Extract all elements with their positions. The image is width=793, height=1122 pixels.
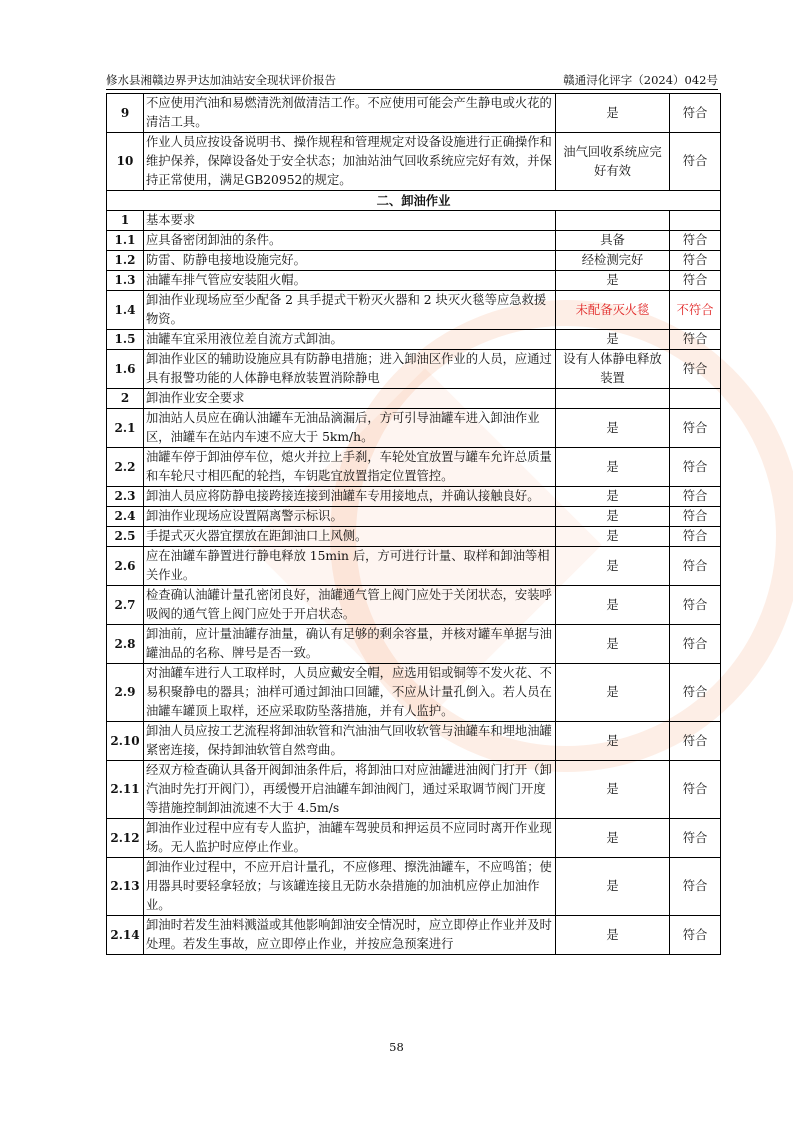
- table-row: [107, 231, 721, 251]
- safety-checklist-table: [106, 93, 721, 955]
- table-row: [107, 251, 721, 271]
- row-number: 1.4: [107, 291, 144, 330]
- row-result: [556, 389, 670, 409]
- row-number: 2.9: [107, 664, 144, 722]
- table-row: [107, 330, 721, 350]
- page-number: 58: [389, 1040, 404, 1054]
- row-verdict: 符合: [670, 133, 721, 191]
- row-result: 是: [556, 487, 670, 507]
- row-result: 是: [556, 409, 670, 448]
- row-verdict: [670, 389, 721, 409]
- row-content: 防雷、防静电接地设施完好。: [144, 251, 556, 271]
- report-title: 修水县湘赣边界尹达加油站安全现状评价报告: [106, 73, 336, 87]
- table-row: [107, 586, 721, 625]
- row-verdict: 符合: [670, 664, 721, 722]
- table-row: [107, 761, 721, 819]
- row-result: 是: [556, 761, 670, 819]
- row-result: 具备: [556, 231, 670, 251]
- row-verdict: 不符合: [670, 291, 721, 330]
- row-verdict: 符合: [670, 819, 721, 858]
- table-row: [107, 271, 721, 291]
- row-verdict: 符合: [670, 527, 721, 547]
- row-result: 经检测完好: [556, 251, 670, 271]
- table-row: [107, 507, 721, 527]
- row-number: 1.5: [107, 330, 144, 350]
- row-number: 2: [107, 389, 144, 409]
- row-verdict: 符合: [670, 350, 721, 389]
- row-content: 作业人员应按设备说明书、操作规程和管理规定对设备设施进行正确操作和维护保养，保障设备处于安全状态；加油站油气回收系统应完好有效，并保持正常使用，满足GB20952的规定。: [144, 133, 556, 191]
- row-content: 加油站人员应在确认油罐车无油品滴漏后，方可引导油罐车进入卸油作业区，油罐车在站内车速不应大于 5km/h。: [144, 409, 556, 448]
- row-verdict: 符合: [670, 94, 721, 133]
- row-result: 是: [556, 664, 670, 722]
- section-title: 二、卸油作业: [107, 191, 721, 211]
- row-result: 是: [556, 547, 670, 586]
- row-result: 是: [556, 507, 670, 527]
- row-number: 2.11: [107, 761, 144, 819]
- table-row: [107, 448, 721, 487]
- row-result: 设有人体静电释放装置: [556, 350, 670, 389]
- table-row: [107, 409, 721, 448]
- row-verdict: 符合: [670, 448, 721, 487]
- row-number: 10: [107, 133, 144, 191]
- row-number: 9: [107, 94, 144, 133]
- section-row: [107, 191, 721, 211]
- row-verdict: 符合: [670, 547, 721, 586]
- row-number: 2.2: [107, 448, 144, 487]
- row-verdict: 符合: [670, 916, 721, 955]
- row-content: 卸油作业过程中，不应开启计量孔，不应修理、擦洗油罐车，不应鸣笛；使用器具时要轻拿轻放；与该罐连接且无防水杂措施的加油机应停止加油作业。: [144, 858, 556, 916]
- row-content: 应在油罐车静置进行静电释放 15min 后，方可进行计量、取样和卸油等相关作业。: [144, 547, 556, 586]
- row-result: 未配备灭火毯: [556, 291, 670, 330]
- table-row: [107, 819, 721, 858]
- row-result: 是: [556, 527, 670, 547]
- row-verdict: 符合: [670, 858, 721, 916]
- row-verdict: 符合: [670, 487, 721, 507]
- row-content: 经双方检查确认具备开阀卸油条件后，将卸油口对应油罐进油阀门打开（卸汽油时先打开阀门），再缓慢开启油罐车卸油阀门，通过采取调节阀门开度等措施控制卸油流速不大于 4.5m/s: [144, 761, 556, 819]
- row-content: 卸油人员应按工艺流程将卸油软管和汽油油气回收软管与油罐车和埋地油罐紧密连接，保持卸油软管自然弯曲。: [144, 722, 556, 761]
- table-row: [107, 722, 721, 761]
- row-content: 卸油作业区的辅助设施应具有防静电措施；进入卸油区作业的人员，应通过具有报警功能的人体静电释放装置消除静电: [144, 350, 556, 389]
- row-verdict: 符合: [670, 271, 721, 291]
- row-content: 应具备密闭卸油的条件。: [144, 231, 556, 251]
- row-number: 2.6: [107, 547, 144, 586]
- row-result: [556, 211, 670, 231]
- row-content: 卸油人员应将防静电接跨接连接到油罐车专用接地点，并确认接触良好。: [144, 487, 556, 507]
- row-number: 2.5: [107, 527, 144, 547]
- row-number: 2.10: [107, 722, 144, 761]
- row-number: 1: [107, 211, 144, 231]
- row-verdict: 符合: [670, 251, 721, 271]
- table-row: [107, 291, 721, 330]
- row-number: 2.12: [107, 819, 144, 858]
- row-result: 是: [556, 858, 670, 916]
- row-number: 1.1: [107, 231, 144, 251]
- row-verdict: 符合: [670, 761, 721, 819]
- row-content: 卸油作业现场应设置隔离警示标识。: [144, 507, 556, 527]
- row-content: 油罐车排气管应安装阻火帽。: [144, 271, 556, 291]
- header-rule: [106, 89, 718, 90]
- page-header: [106, 72, 718, 90]
- row-number: 1.2: [107, 251, 144, 271]
- group-row: [107, 211, 721, 231]
- row-number: 2.1: [107, 409, 144, 448]
- row-content: 不应使用汽油和易燃清洗剂做清洁工作。不应使用可能会产生静电或火花的清洁工具。: [144, 94, 556, 133]
- table-row: [107, 487, 721, 507]
- row-content: 卸油作业过程中应有专人监护，油罐车驾驶员和押运员不应同时离开作业现场。无人监护时应停止作业。: [144, 819, 556, 858]
- row-content: 油罐车停于卸油停车位，熄火并拉上手刹，车轮处宜放置与罐车允许总质量和车轮尺寸相匹配的轮挡，车钥匙宜放置指定位置管控。: [144, 448, 556, 487]
- row-verdict: [670, 211, 721, 231]
- row-verdict: 符合: [670, 231, 721, 251]
- row-result: 油气回收系统应完好有效: [556, 133, 670, 191]
- row-number: 2.3: [107, 487, 144, 507]
- row-number: 1.3: [107, 271, 144, 291]
- row-result: 是: [556, 330, 670, 350]
- row-result: 是: [556, 271, 670, 291]
- row-content: 油罐车宜采用液位差自流方式卸油。: [144, 330, 556, 350]
- table-row: [107, 547, 721, 586]
- table-row: [107, 625, 721, 664]
- row-result: 是: [556, 448, 670, 487]
- table-row: [107, 858, 721, 916]
- group-row: [107, 389, 721, 409]
- row-number: 2.4: [107, 507, 144, 527]
- table-row: [107, 916, 721, 955]
- row-number: 2.13: [107, 858, 144, 916]
- table-row: [107, 133, 721, 191]
- row-number: 2.14: [107, 916, 144, 955]
- row-content: 卸油作业现场应至少配备 2 具手提式干粉灭火器和 2 块灭火毯等应急救援物资。: [144, 291, 556, 330]
- row-content: 卸油作业安全要求: [144, 389, 556, 409]
- table-row: [107, 527, 721, 547]
- row-result: 是: [556, 819, 670, 858]
- row-content: 卸油前，应计量油罐存油量，确认有足够的剩余容量，并核对罐车单据与油罐油品的名称、牌号是否一致。: [144, 625, 556, 664]
- row-verdict: 符合: [670, 625, 721, 664]
- row-result: 是: [556, 586, 670, 625]
- row-content: 对油罐车进行人工取样时，人员应戴安全帽，应选用铝或铜等不发火花、不易积聚静电的器具；油样可通过卸油口回罐，不应从计量孔倒入。若人员在油罐车罐顶上取样，还应采取防坠落措施，并有人监护。: [144, 664, 556, 722]
- table-row: [107, 350, 721, 389]
- row-verdict: 符合: [670, 330, 721, 350]
- row-number: 2.7: [107, 586, 144, 625]
- row-number: 2.8: [107, 625, 144, 664]
- row-result: 是: [556, 916, 670, 955]
- row-content: 检查确认油罐计量孔密闭良好，油罐通气管上阀门应处于关闭状态，安装呼吸阀的通气管上阀门应处于开启状态。: [144, 586, 556, 625]
- row-verdict: 符合: [670, 507, 721, 527]
- report-code: 赣通浔化评字（2024）042号: [563, 73, 718, 87]
- row-result: 是: [556, 94, 670, 133]
- row-verdict: 符合: [670, 586, 721, 625]
- row-result: 是: [556, 722, 670, 761]
- table-row: [107, 664, 721, 722]
- row-result: 是: [556, 625, 670, 664]
- table-row: [107, 94, 721, 133]
- row-content: 基本要求: [144, 211, 556, 231]
- row-number: 1.6: [107, 350, 144, 389]
- row-verdict: 符合: [670, 722, 721, 761]
- row-content: 卸油时若发生油料溅溢或其他影响卸油安全情况时，应立即停止作业并及时处理。若发生事故，应立即停止作业，并按应急预案进行: [144, 916, 556, 955]
- row-content: 手提式灭火器宜摆放在距卸油口上风侧。: [144, 527, 556, 547]
- row-verdict: 符合: [670, 409, 721, 448]
